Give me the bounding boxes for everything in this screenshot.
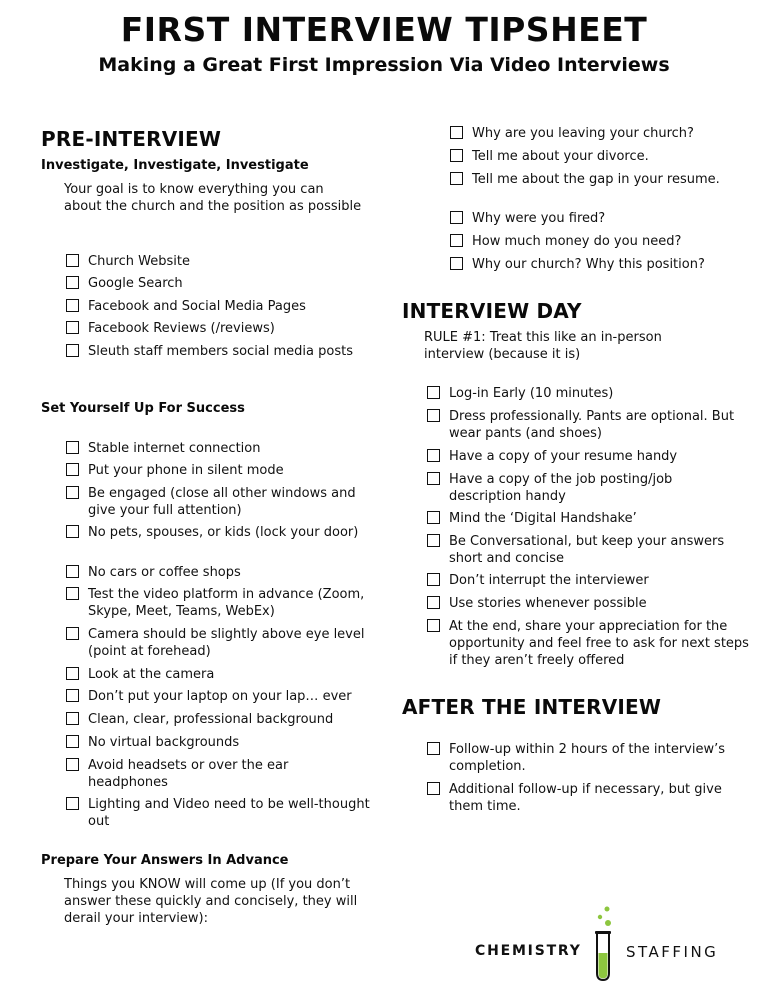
checklist-item: Camera should be slightly above eye level (point at forehead) xyxy=(66,626,378,660)
checklist-item: Stable internet connection xyxy=(66,440,378,457)
checkbox[interactable] xyxy=(66,321,79,334)
checklist-item: Mind the ‘Digital Handshake’ xyxy=(427,510,759,527)
prepare-subheading: Prepare Your Answers In Advance xyxy=(41,853,289,868)
checkbox[interactable] xyxy=(66,587,79,600)
checklist-item: Be Conversational, but keep your answers short and concise xyxy=(427,533,739,567)
checklist-item: No pets, spouses, or kids (lock your door) xyxy=(66,524,378,541)
checklist-item: Log-in Early (10 minutes) xyxy=(427,385,759,402)
checklist-item: Sleuth staff members social media posts xyxy=(66,343,378,360)
checkbox[interactable] xyxy=(66,525,79,538)
question-item: Tell me about your divorce. xyxy=(450,148,768,165)
checkbox[interactable] xyxy=(427,573,440,586)
checkbox[interactable] xyxy=(427,619,440,632)
checklist-item: Look at the camera xyxy=(66,666,378,683)
checklist-item: Dress professionally. Pants are optional. But wear pants (and shoes) xyxy=(427,408,759,442)
checklist-item: Don’t put your laptop on your lap… ever xyxy=(66,688,388,705)
test-tube-icon xyxy=(592,905,618,983)
question-item: How much money do you need? xyxy=(450,233,768,250)
page-subtitle: Making a Great First Impression Via Video Interviews xyxy=(98,54,670,76)
checkbox[interactable] xyxy=(450,257,463,270)
checkbox[interactable] xyxy=(66,565,79,578)
checklist-item: Facebook Reviews (/reviews) xyxy=(66,320,378,337)
checklist-item: Put your phone in silent mode xyxy=(66,462,378,479)
checklist-item: Clean, clear, professional background xyxy=(66,711,388,728)
checkbox[interactable] xyxy=(66,254,79,267)
checklist-item: Church Website xyxy=(66,253,378,270)
checkbox[interactable] xyxy=(427,386,440,399)
checkbox[interactable] xyxy=(66,758,79,771)
checkbox[interactable] xyxy=(427,782,440,795)
checkbox[interactable] xyxy=(66,344,79,357)
checkbox[interactable] xyxy=(427,409,440,422)
logo-text-chemistry: CHEMISTRY xyxy=(475,943,582,959)
checkbox[interactable] xyxy=(450,234,463,247)
checkbox[interactable] xyxy=(66,486,79,499)
checklist-item: Have a copy of the job posting/job description handy xyxy=(427,471,739,505)
checklist-item: Follow-up within 2 hours of the interview’s completion. xyxy=(427,741,739,775)
goal-text: Your goal is to know everything you can about the church and the position as possible xyxy=(64,182,362,214)
checklist-item: Avoid headsets or over the ear headphones xyxy=(66,757,358,791)
checklist-item: Additional follow-up if necessary, but give them time. xyxy=(427,781,739,815)
checkbox[interactable] xyxy=(450,126,463,139)
checkbox[interactable] xyxy=(450,149,463,162)
checkbox[interactable] xyxy=(427,742,440,755)
checkbox[interactable] xyxy=(66,689,79,702)
checklist-item: At the end, share your appreciation for the opportunity and feel free to ask for next steps if they aren’t freely offered xyxy=(427,618,759,669)
after-interview-heading: AFTER THE INTERVIEW xyxy=(402,695,662,719)
checklist-item: Have a copy of your resume handy xyxy=(427,448,759,465)
checklist-item: No cars or coffee shops xyxy=(66,564,378,581)
investigate-subheading: Investigate, Investigate, Investigate xyxy=(41,158,309,173)
logo-text-staffing: STAFFING xyxy=(626,943,719,961)
checkbox[interactable] xyxy=(66,463,79,476)
checklist-item: Don’t interrupt the interviewer xyxy=(427,572,759,589)
checkbox[interactable] xyxy=(427,511,440,524)
question-item: Why are you leaving your church? xyxy=(450,125,768,142)
checkbox[interactable] xyxy=(66,712,79,725)
checkbox[interactable] xyxy=(66,735,79,748)
interview-day-heading: INTERVIEW DAY xyxy=(402,299,582,323)
checklist-item: Google Search xyxy=(66,275,378,292)
pre-interview-heading: PRE-INTERVIEW xyxy=(41,127,222,151)
checkbox[interactable] xyxy=(66,667,79,680)
success-subheading: Set Yourself Up For Success xyxy=(41,401,245,416)
checkbox[interactable] xyxy=(66,441,79,454)
checklist-item: Facebook and Social Media Pages xyxy=(66,298,378,315)
checkbox[interactable] xyxy=(66,299,79,312)
question-item: Why our church? Why this position? xyxy=(450,256,768,273)
prepare-text: Things you KNOW will come up (If you don’t answer these quickly and concisely, they will derail your interview): xyxy=(64,877,358,926)
checklist-item: Use stories whenever possible xyxy=(427,595,759,612)
checkbox[interactable] xyxy=(427,534,440,547)
checkbox[interactable] xyxy=(427,596,440,609)
page-title: FIRST INTERVIEW TIPSHEET xyxy=(120,10,648,49)
checklist-item: Test the video platform in advance (Zoom, Skype, Meet, Teams, WebEx) xyxy=(66,586,378,620)
question-item: Tell me about the gap in your resume. xyxy=(450,171,732,188)
checklist-item: Be engaged (close all other windows and give your full attention) xyxy=(66,485,378,519)
checklist-item: Lighting and Video need to be well-thought out xyxy=(66,796,378,830)
checkbox[interactable] xyxy=(427,449,440,462)
checkbox[interactable] xyxy=(66,797,79,810)
checkbox[interactable] xyxy=(66,627,79,640)
checklist-item: No virtual backgrounds xyxy=(66,734,378,751)
checkbox[interactable] xyxy=(66,276,79,289)
checkbox[interactable] xyxy=(450,211,463,224)
checkbox[interactable] xyxy=(427,472,440,485)
question-item: Why were you fired? xyxy=(450,210,768,227)
checkbox[interactable] xyxy=(450,172,463,185)
rule-text: RULE #1: Treat this like an in-person interview (because it is) xyxy=(424,330,662,362)
